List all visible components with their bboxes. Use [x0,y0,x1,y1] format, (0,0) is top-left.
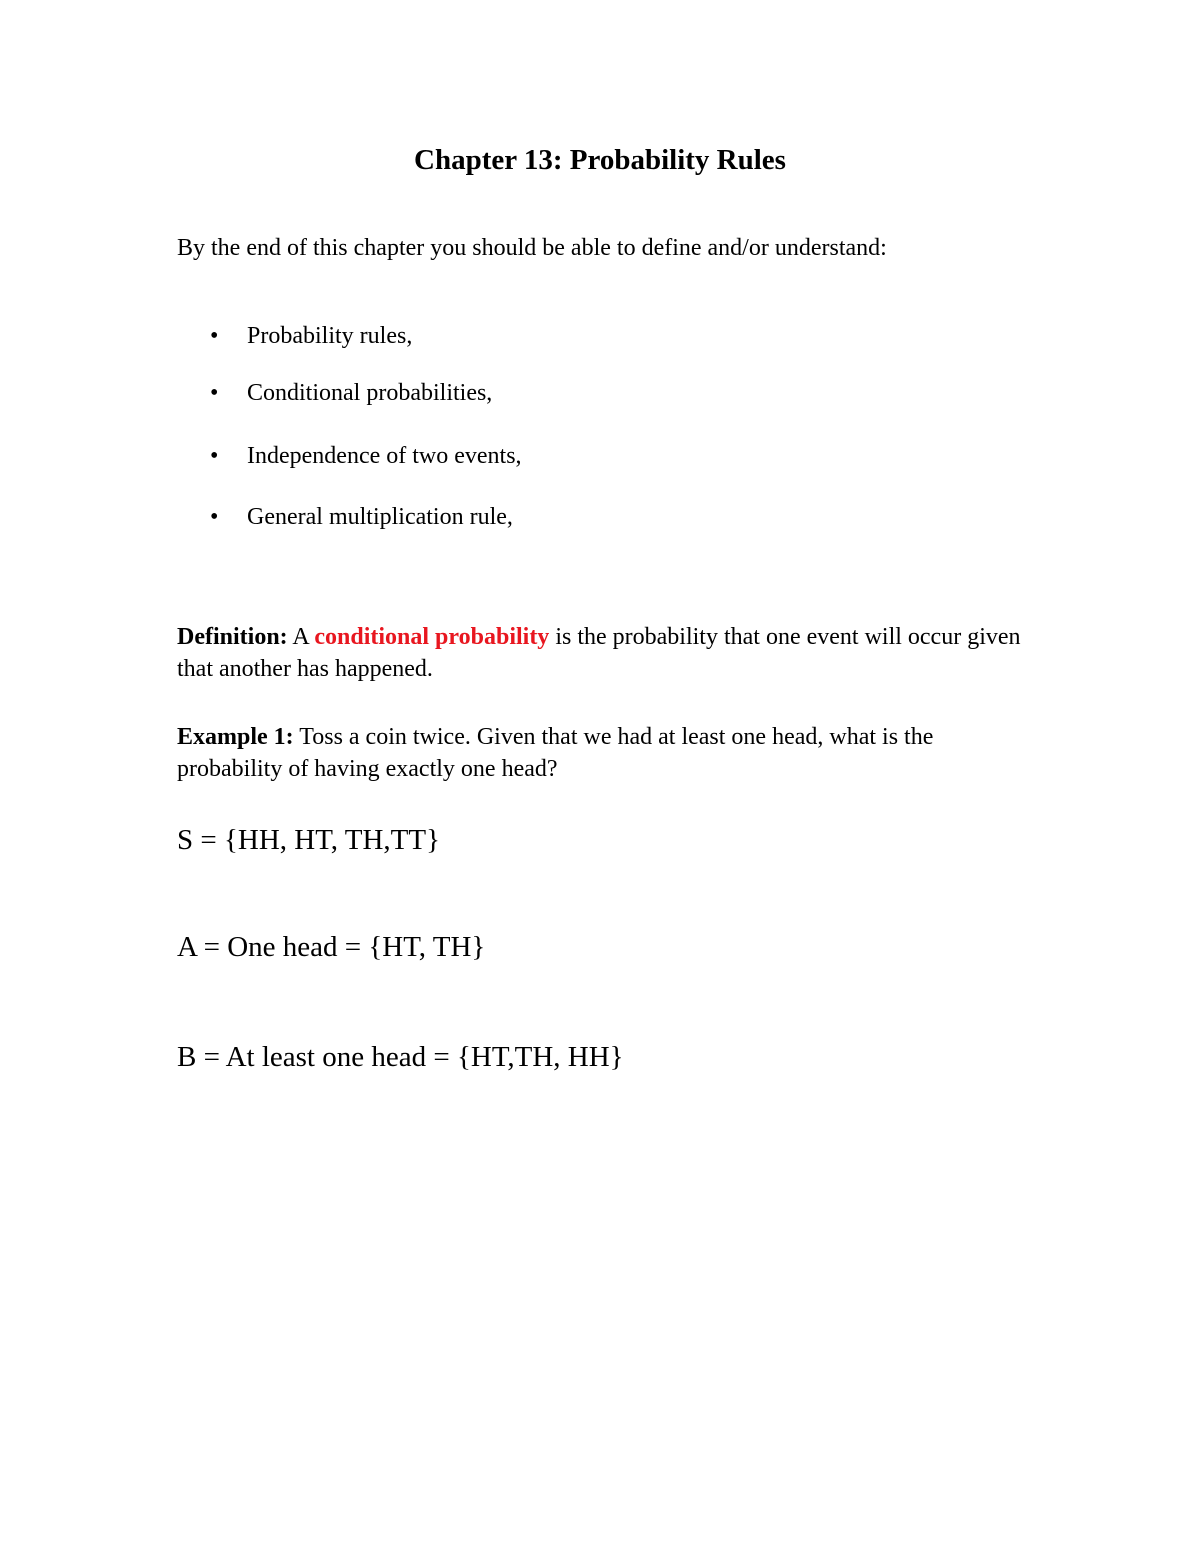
definition-paragraph [177,621,1037,685]
example-label: Example 1: [177,724,294,750]
bullet-icon: • [210,380,219,406]
defined-term: conditional probability [314,624,550,650]
definition-text-after: is the probability that one event will occur given that another has happened. [177,624,1021,682]
example-paragraph [177,721,1037,785]
event-b-equation: B = At least one head = {HT,TH, HH} [177,1041,624,1073]
definition-label: Definition: [177,624,288,650]
objective-label: Conditional probabilities, [247,380,493,406]
objective-label: General multiplication rule, [247,504,513,530]
objective-label: Independence of two events, [247,443,522,469]
bullet-icon: • [210,504,219,530]
objective-label: Probability rules, [247,323,413,349]
definition-text-before: A [287,624,315,650]
intro-text: By the end of this chapter you should be able to define and/or understand: [177,235,887,261]
sample-space-equation: S = {HH, HT, TH,TT} [177,824,441,856]
chapter-title: Chapter 13: Probability Rules [414,144,786,176]
bullet-icon: • [210,443,219,469]
bullet-icon: • [210,323,219,349]
example-text: Toss a coin twice. Given that we had at least one head, what is the probability of having exactly one head? [177,724,934,782]
event-a-equation: A = One head = {HT, TH} [177,931,486,963]
